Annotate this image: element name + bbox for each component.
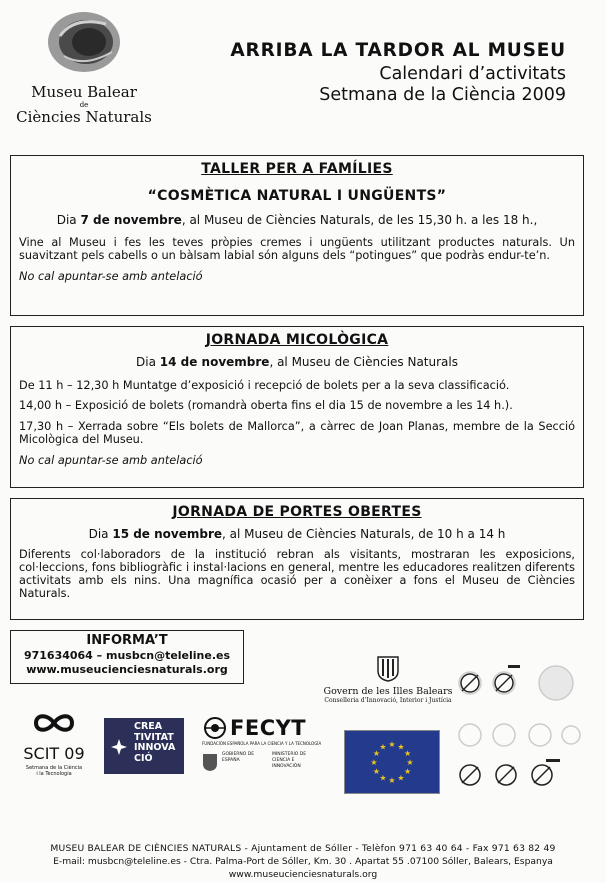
crea-line3: INNOVA [134, 742, 176, 753]
section-portes-obertes [10, 498, 584, 620]
eu-star-icon: ★ [388, 776, 396, 785]
section2-date-pre: Dia [136, 355, 160, 369]
scit-logo [14, 712, 94, 777]
section1-heading: TALLER PER A FAMÍLIES [201, 161, 393, 177]
page-title: ARRIBA LA TARDOR AL MUSEU [230, 40, 566, 61]
section1-date [19, 214, 575, 228]
info-web: www.museucienciesnaturals.org [26, 663, 228, 676]
infinity-icon [32, 712, 76, 734]
page-subtitle-week: Setmana de la Ciència 2009 [319, 85, 566, 105]
crea-line1: CREA [134, 721, 163, 732]
scit-sub2: i la Tecnologia [36, 771, 72, 777]
govern-name: Govern de les Illes Balears [323, 686, 453, 697]
govern-logo [318, 656, 458, 704]
eu-flag [344, 730, 440, 794]
gobierno-label: GOBIERNO DE ESPAÑA [222, 752, 255, 763]
section-taller-families [10, 155, 584, 316]
section1-date-bold: 7 de novembre [80, 213, 182, 227]
eu-star-icon: ★ [379, 742, 387, 752]
section1-date-pre: Dia [56, 213, 81, 227]
eu-star-icon: ★ [388, 740, 396, 749]
section3-date-pre: Dia [88, 527, 113, 541]
page-header [146, 40, 566, 105]
museum-name-line2: Ciències Naturals [16, 108, 152, 127]
section3-date-bold: 15 de novembre [112, 527, 223, 541]
eu-star-icon: ★ [406, 758, 414, 767]
info-heading: INFORMA’T [86, 633, 168, 648]
eu-star-icon: ★ [397, 742, 405, 752]
section3-heading: JORNADA DE PORTES OBERTES [172, 504, 422, 520]
museum-logo [14, 6, 154, 138]
museum-name-de: de [79, 101, 89, 110]
postage-stamps-icon [456, 655, 596, 805]
section2-date-bold: 14 de novembre [159, 355, 270, 369]
spain-crest-icon [202, 752, 218, 772]
section1-description: Vine al Museu i fes les teves pròpies cremes i ungüents utilitzant productes naturals. Un suavitzant pels cabells o un bàlsam labial són alguns dels “potingues” que podràs endur-te’n. [19, 235, 575, 262]
scit-sub1: Setmana de la Ciència [25, 765, 83, 771]
ministerio-label: MINISTERIO DE CIENCIA E INNOVACIÓN [272, 752, 307, 769]
info-box [10, 630, 244, 684]
eu-star-icon: ★ [372, 749, 380, 758]
section2-date-post: , al Museu de Ciències Naturals [269, 355, 458, 369]
footer-line2: E-mail: musbcn@teleline.es - Ctra. Palma-Port de Sóller, Km. 30 . Apartat 55 .07100 Sóller, Balears, Espanya [53, 856, 553, 867]
eu-star-icon: ★ [372, 767, 380, 776]
govern-crest-icon [377, 656, 399, 682]
govern-dept: Conselleria d’Innovació, Interior i Justícia [324, 697, 452, 704]
section2-heading: JORNADA MICOLÒGICA [205, 332, 389, 348]
section3-date [19, 528, 575, 542]
star-icon [110, 738, 128, 756]
section1-date-post: , al Museu de Ciències Naturals, de les 15,30 h. a les 18 h., [181, 213, 538, 227]
crea-line4: CIÓ [134, 752, 153, 764]
eu-star-icon: ★ [370, 758, 378, 767]
page-subtitle-calendar: Calendari d’activitats [379, 64, 566, 84]
info-contact: 971634064 – musbcn@teleline.es [23, 649, 231, 662]
fecyt-sub: FUNDACIÓN ESPAÑOLA PARA LA CIENCIA Y LA TECNOLOGÍA [202, 741, 322, 746]
stamps-group [456, 655, 596, 805]
section2-note: No cal apuntar-se amb antelació [19, 453, 203, 467]
section1-subheading: “COSMÈTICA NATURAL I UNGÜENTS” [147, 188, 447, 204]
eu-star-icon: ★ [379, 773, 387, 783]
section3-description: Diferents col·laboradors de la institució rebran als visitants, mostraran les exposicions, col·leccions, fons bibliogràfic i instal·lacions en general, mentre les educadores realitzen diferents activitats amb els nins. Una magnífica ocasió per a conèixer a fons el Museu de Ciències Naturals. [19, 547, 575, 600]
footer-line1: MUSEU BALEAR DE CIÈNCIES NATURALS - Ajuntament de Sóller - Telèfon 971 63 40 64 - Fax 971 63 82 49 [50, 843, 556, 854]
scit-title: SCIT 09 [23, 744, 85, 763]
section2-date [19, 356, 575, 370]
fecyt-title: FECYT [230, 716, 307, 740]
creativitat-logo [104, 718, 184, 774]
footer [0, 843, 606, 880]
museum-name-line1: Museu Balear [31, 83, 137, 101]
crea-line2: TIVITAT [134, 731, 174, 743]
section1-note: No cal apuntar-se amb antelació [19, 269, 203, 283]
eu-stars-icon [345, 731, 439, 793]
eu-star-icon: ★ [404, 767, 412, 776]
section2-item3: 17,30 h – Xerrada sobre “Els bolets de Mallorca”, a càrrec de Joan Planas, membre de la Secció Micològica del Museu. [19, 419, 575, 446]
footer-web-link[interactable]: www.museucienciesnaturals.org [228, 869, 378, 880]
section3-date-post: , al Museu de Ciències Naturals, de 10 h a 14 h [222, 527, 506, 541]
section2-item1: De 11 h – 12,30 h Muntatge d’exposició i recepció de bolets per a la seva classificació. [19, 378, 510, 392]
eu-star-icon: ★ [397, 773, 405, 783]
fecyt-symbol-icon [202, 716, 228, 740]
shell-logo-icon [14, 6, 154, 76]
eu-star-icon: ★ [404, 749, 412, 758]
section-jornada-micologica [10, 326, 584, 488]
fecyt-logo [202, 716, 330, 772]
section2-item2: 14,00 h – Exposició de bolets (romandrà oberta fins el dia 15 de novembre a les 14 h.). [19, 399, 513, 412]
